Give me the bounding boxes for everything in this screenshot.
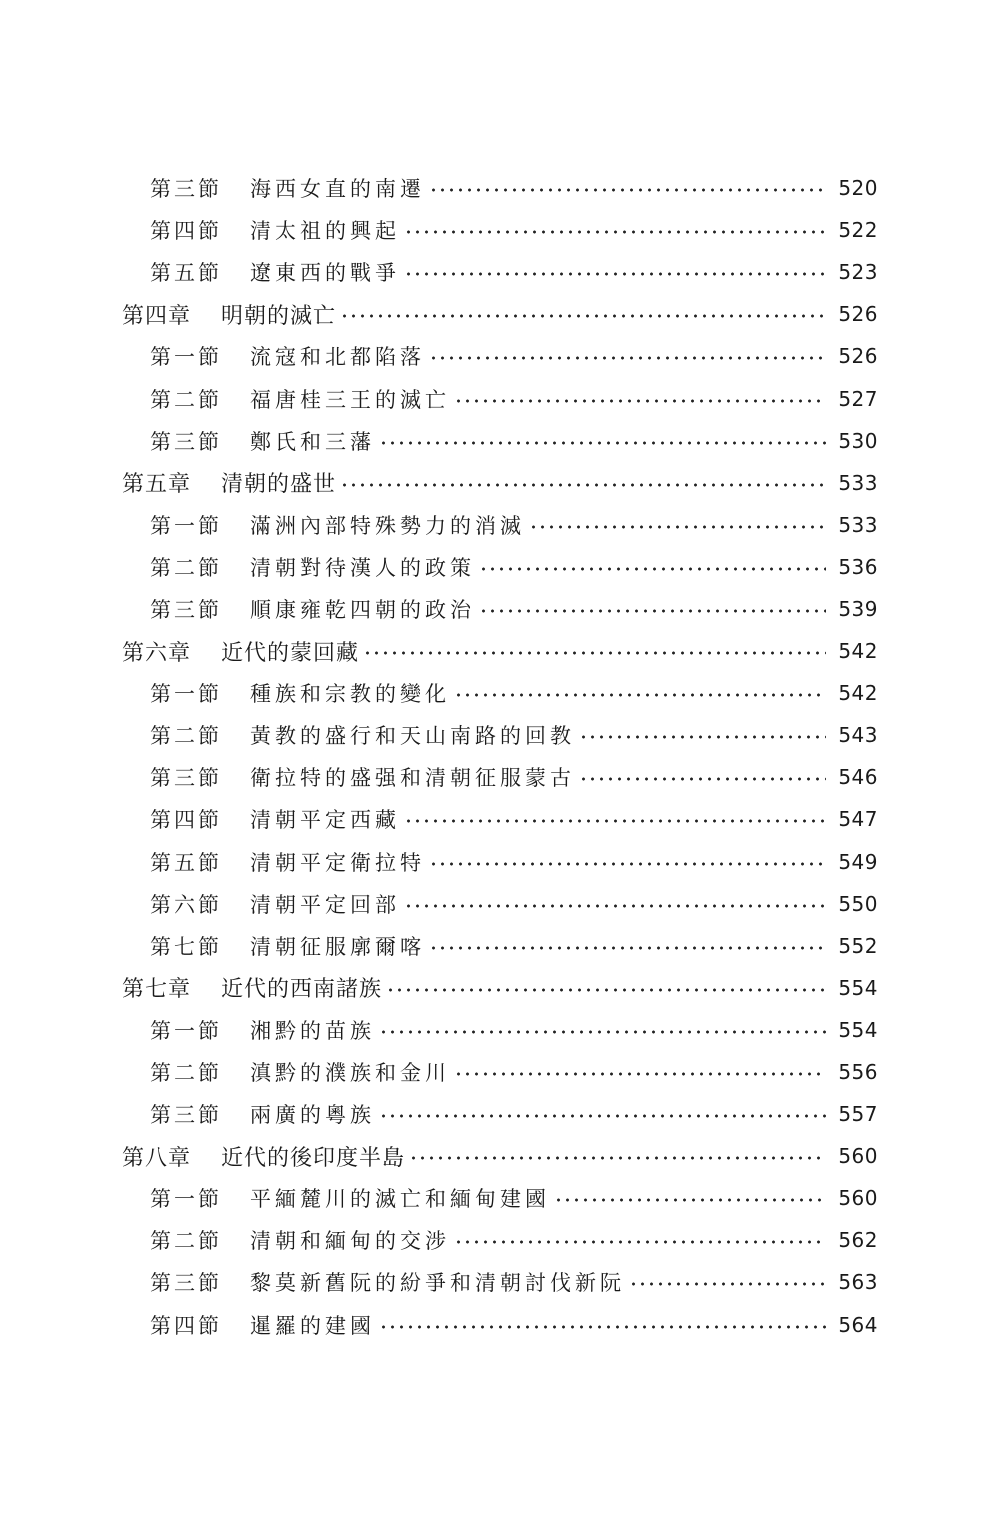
section-number: 第三節	[150, 1271, 222, 1296]
section-number: 第四節	[150, 219, 222, 244]
page-number: 549	[838, 849, 878, 874]
toc-section-entry	[0, 209, 878, 251]
dot-leader	[629, 1282, 826, 1286]
page-number: 520	[838, 176, 878, 201]
section-number: 第三節	[150, 597, 222, 622]
page-number: 554	[838, 1017, 878, 1042]
dot-leader	[340, 483, 826, 487]
toc-chapter-entry	[0, 1135, 878, 1177]
page-number: 562	[838, 1228, 878, 1253]
section-title: 黎莫新舊阮的紛爭和清朝討伐新阮	[250, 1271, 625, 1296]
page-number: 526	[838, 344, 878, 369]
section-title: 湘黔的苗族	[250, 1018, 375, 1043]
toc-section-entry	[0, 714, 878, 756]
page-number: 533	[838, 512, 878, 537]
page-number: 552	[838, 933, 878, 958]
page-number: 546	[838, 765, 878, 790]
toc-chapter-entry	[0, 967, 878, 1009]
section-title: 流寇和北都陷落	[250, 345, 425, 370]
section-title: 清朝和緬甸的交涉	[250, 1229, 450, 1254]
section-title: 清朝平定衛拉特	[250, 850, 425, 875]
page-number: 526	[838, 302, 878, 327]
toc-section-entry	[0, 335, 878, 377]
dot-leader	[363, 651, 826, 655]
chapter-number: 第四章	[122, 303, 192, 329]
chapter-title: 清朝的盛世	[221, 472, 337, 498]
section-number: 第四節	[150, 808, 222, 833]
toc-section-entry	[0, 1009, 878, 1051]
dot-leader	[579, 777, 826, 781]
section-number: 第二節	[150, 1229, 222, 1254]
section-title: 種族和宗教的變化	[250, 682, 450, 707]
section-title: 衛拉特的盛强和清朝征服蒙古	[250, 766, 575, 791]
toc-section-entry	[0, 1177, 878, 1219]
dot-leader	[429, 188, 826, 192]
toc-section-entry	[0, 167, 878, 209]
section-title: 滿洲內部特殊勢力的消滅	[250, 513, 525, 538]
page-number: 563	[838, 1270, 878, 1295]
section-number: 第三節	[150, 766, 222, 791]
section-number: 第一節	[150, 345, 222, 370]
chapter-number: 第六章	[122, 640, 192, 666]
toc-section-entry	[0, 1261, 878, 1303]
toc-section-entry	[0, 1304, 878, 1346]
chapter-number: 第八章	[122, 1145, 192, 1171]
dot-leader	[454, 399, 826, 403]
dot-leader	[479, 567, 826, 571]
page-number: 560	[838, 1144, 878, 1169]
toc-chapter-entry	[0, 293, 878, 335]
page-number: 542	[838, 681, 878, 706]
section-title: 清太祖的興起	[250, 219, 400, 244]
page-number: 547	[838, 807, 878, 832]
dot-leader	[404, 272, 826, 276]
dot-leader	[379, 1030, 826, 1034]
section-title: 順康雍乾四朝的政治	[250, 597, 475, 622]
toc-section-entry	[0, 1093, 878, 1135]
dot-leader	[340, 314, 826, 318]
dot-leader	[454, 1240, 826, 1244]
section-number: 第三節	[150, 1103, 222, 1128]
dot-leader	[379, 1325, 826, 1329]
section-title: 暹羅的建國	[250, 1313, 375, 1338]
section-title: 遼東西的戰爭	[250, 261, 400, 286]
dot-leader	[386, 988, 826, 992]
page-number: 560	[838, 1186, 878, 1211]
section-number: 第三節	[150, 429, 222, 454]
toc-section-entry	[0, 1051, 878, 1093]
page-number: 533	[838, 470, 878, 495]
page-number: 522	[838, 218, 878, 243]
dot-leader	[454, 693, 826, 697]
toc-section-entry	[0, 883, 878, 925]
section-title: 清朝征服廓爾喀	[250, 934, 425, 959]
section-number: 第六節	[150, 892, 222, 917]
dot-leader	[404, 904, 826, 908]
section-title: 清朝對待漢人的政策	[250, 555, 475, 580]
section-number: 第四節	[150, 1313, 222, 1338]
section-number: 第一節	[150, 1018, 222, 1043]
chapter-title: 近代的蒙回藏	[221, 640, 360, 666]
chapter-number: 第五章	[122, 472, 192, 498]
section-number: 第五節	[150, 850, 222, 875]
section-number: 第二節	[150, 555, 222, 580]
toc-chapter-entry	[0, 462, 878, 504]
chapter-title: 明朝的滅亡	[221, 303, 337, 329]
chapter-number: 第七章	[122, 977, 192, 1003]
page-number: 557	[838, 1102, 878, 1127]
table-of-contents	[0, 167, 1000, 1346]
section-number: 第一節	[150, 1187, 222, 1212]
chapter-title: 近代的西南諸族	[221, 977, 383, 1003]
toc-section-entry	[0, 546, 878, 588]
page-number: 530	[838, 428, 878, 453]
section-title: 鄭氏和三藩	[250, 429, 375, 454]
toc-section-entry	[0, 925, 878, 967]
dot-leader	[404, 819, 826, 823]
dot-leader	[379, 1114, 826, 1118]
section-title: 兩廣的粵族	[250, 1103, 375, 1128]
dot-leader	[379, 441, 826, 445]
page-number: 536	[838, 554, 878, 579]
dot-leader	[529, 525, 826, 529]
section-number: 第一節	[150, 513, 222, 538]
page-number: 543	[838, 723, 878, 748]
dot-leader	[479, 609, 826, 613]
toc-section-entry	[0, 251, 878, 293]
dot-leader	[429, 946, 826, 950]
section-number: 第二節	[150, 1061, 222, 1086]
section-title: 福唐桂三王的滅亡	[250, 387, 450, 412]
page-number: 539	[838, 596, 878, 621]
section-number: 第二節	[150, 387, 222, 412]
dot-leader	[429, 862, 826, 866]
section-title: 海西女直的南遷	[250, 177, 425, 202]
dot-leader	[409, 1156, 826, 1160]
section-number: 第一節	[150, 682, 222, 707]
page-number: 523	[838, 260, 878, 285]
section-title: 平緬麓川的滅亡和緬甸建國	[250, 1187, 550, 1212]
section-number: 第三節	[150, 177, 222, 202]
page-number: 550	[838, 891, 878, 916]
toc-section-entry	[0, 841, 878, 883]
section-number: 第七節	[150, 934, 222, 959]
section-number: 第二節	[150, 724, 222, 749]
section-title: 滇黔的濮族和金川	[250, 1061, 450, 1086]
toc-section-entry	[0, 756, 878, 798]
page-number: 554	[838, 975, 878, 1000]
toc-section-entry	[0, 1219, 878, 1261]
section-number: 第五節	[150, 261, 222, 286]
page-number: 542	[838, 639, 878, 664]
toc-section-entry	[0, 798, 878, 840]
page-number: 564	[838, 1312, 878, 1337]
toc-section-entry	[0, 420, 878, 462]
dot-leader	[454, 1072, 826, 1076]
toc-section-entry	[0, 504, 878, 546]
dot-leader	[579, 735, 826, 739]
section-title: 黃教的盛行和天山南路的回教	[250, 724, 575, 749]
dot-leader	[554, 1198, 826, 1202]
chapter-title: 近代的後印度半島	[221, 1145, 406, 1171]
page-number: 527	[838, 386, 878, 411]
toc-chapter-entry	[0, 630, 878, 672]
page-number: 556	[838, 1060, 878, 1085]
dot-leader	[404, 230, 826, 234]
toc-section-entry	[0, 588, 878, 630]
toc-section-entry	[0, 377, 878, 419]
section-title: 清朝平定回部	[250, 892, 400, 917]
section-title: 清朝平定西藏	[250, 808, 400, 833]
toc-section-entry	[0, 672, 878, 714]
dot-leader	[429, 356, 826, 360]
